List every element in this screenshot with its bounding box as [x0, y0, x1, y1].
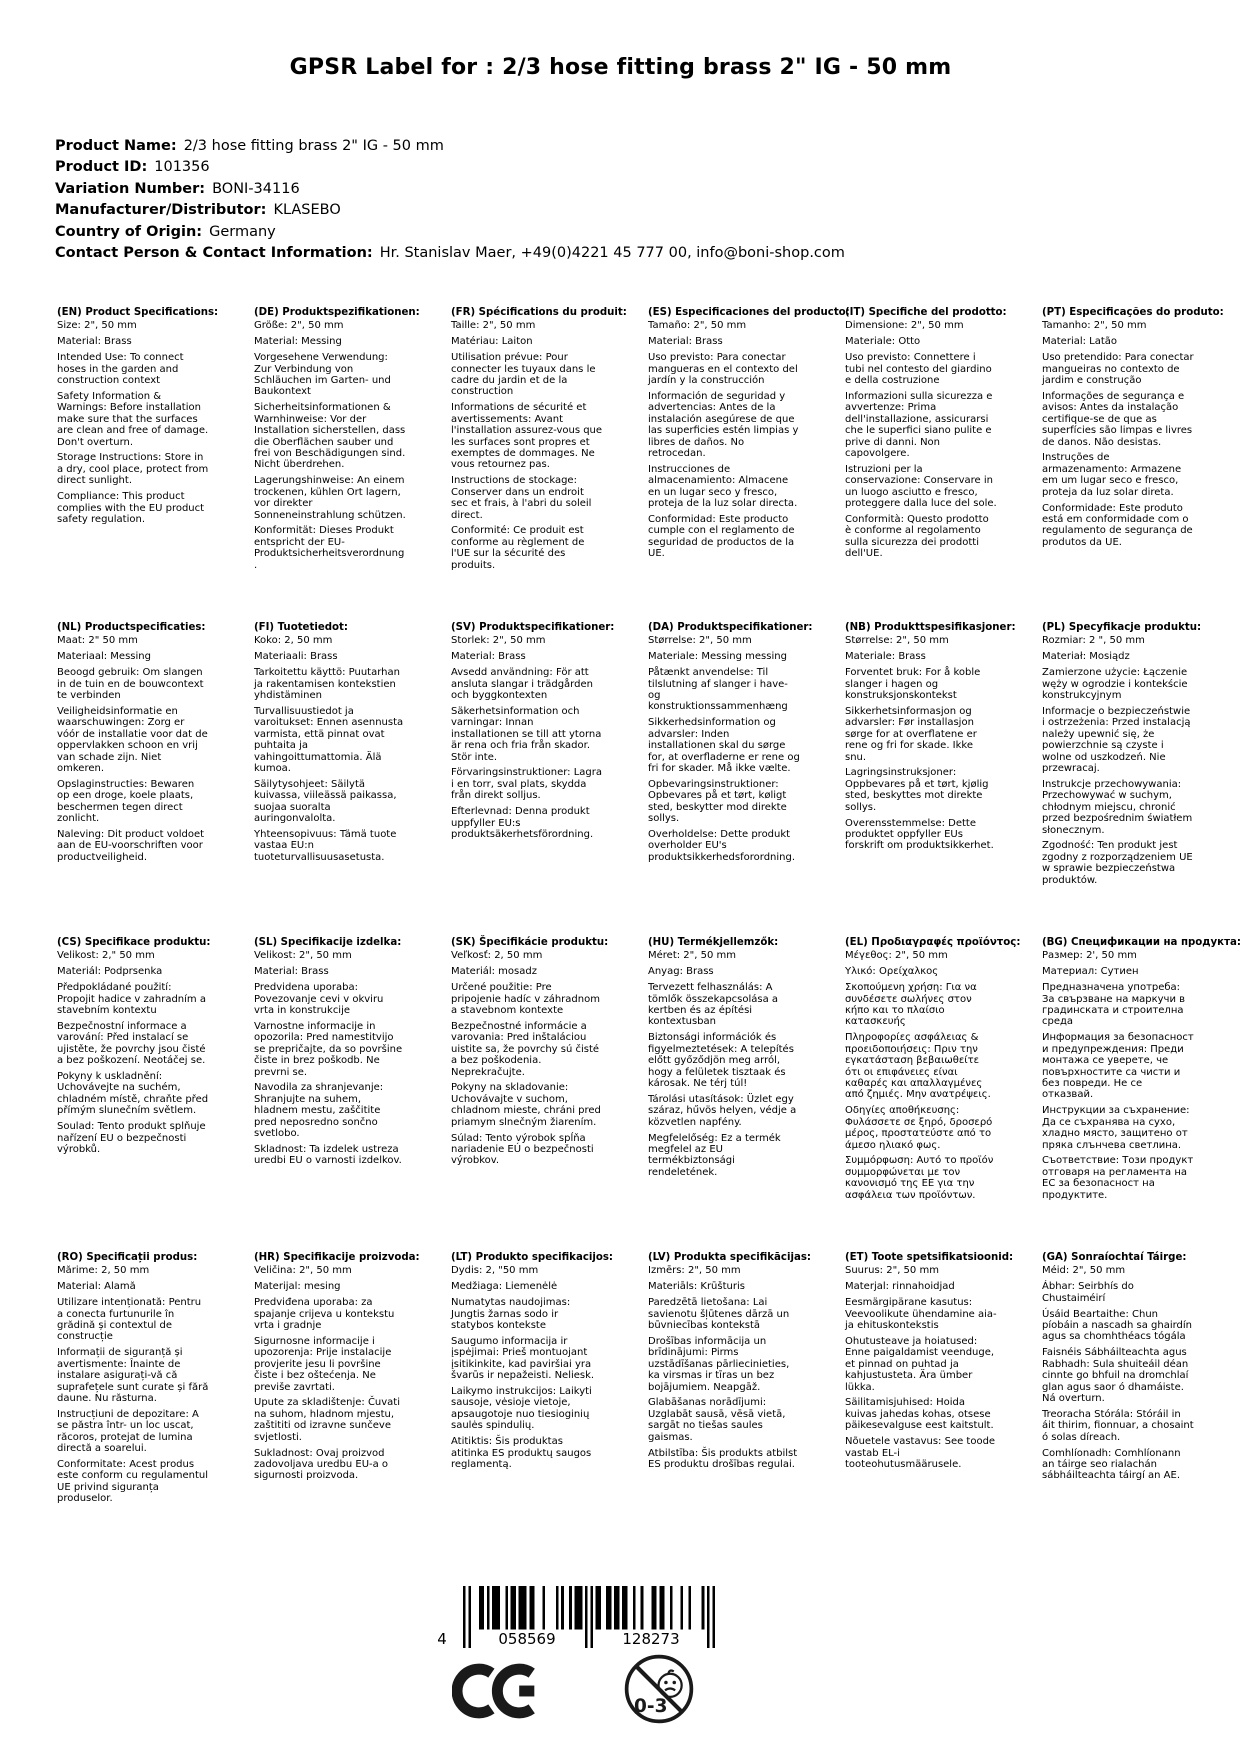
spec-paragraph: Materiál: Podprsenka — [57, 966, 163, 978]
spec-paragraph: Πληροφορίες ασφάλειας & προειδοποιήσεις: Πριν την εγκατάσταση βεβαιωθείτε ότι οι επιφάνειες είναι καθαρές και απαλλαγμένες από ζημιές. Μην ανατρέψεις. — [845, 1032, 991, 1101]
language-spec-column-da — [648, 622, 845, 937]
spec-paragraph: Atitiktis: Šis produktas atitinka ES produktų saugos reglamentą. — [451, 1436, 592, 1470]
language-spec-column-sk — [451, 937, 648, 1252]
spec-paragraph: Treoracha Stórála: Stóráil in áit thirim, fionnuar, a chosaint ó solas díreach. — [1042, 1408, 1194, 1443]
spec-paragraph: Sikkerhedsinformation og advarsler: Inden installationen skal du sørge for, at overfladerne er rene og fri for skader. Må ikke vælte. — [648, 717, 800, 774]
origin-value: Germany — [209, 223, 276, 240]
spec-paragraph: Lagerungshinweise: An einem trockenen, kühlen Ort lagern, vor direkter Sonneneinstrahlung schützen. — [254, 475, 406, 521]
spec-paragraph: Dimensione: 2", 50 mm — [845, 320, 964, 332]
spec-paragraph: Material: Brass — [648, 336, 723, 348]
language-spec-header: (FR) Spécifications du produit: — [451, 307, 627, 318]
spec-paragraph: Materiale: Messing messing — [648, 651, 787, 663]
language-spec-column-pl — [1042, 622, 1239, 937]
spec-paragraph: Numatytas naudojimas: Jungtis žarnas sodo ir statybos kontekste — [451, 1297, 571, 1332]
spec-paragraph: Úsáid Beartaithe: Chun píobáin a nascadh sa ghairdín agus sa chomhthéacs tógála — [1042, 1308, 1192, 1343]
spec-paragraph: Съответствие: Този продукт отговаря на регламента на ЕС за безопасност на продуктите. — [1042, 1155, 1194, 1201]
spec-paragraph: Materiaali: Brass — [254, 651, 338, 663]
spec-paragraph: Turvallisuustiedot ja varoitukset: Ennen asennusta varmista, että pinnat ovat puhtaita ja vahingoittumattomia. Älä kumoa. — [254, 705, 404, 774]
spec-paragraph: Instrucciones de almacenamiento: Almacene en un lugar seco y fresco, proteja de la luz solar directa. — [648, 463, 798, 510]
spec-paragraph: Určené použitie: Pre pripojenie hadíc v záhradnom a stavebnom kontexte — [451, 982, 600, 1017]
spec-paragraph: Størrelse: 2", 50 mm — [845, 635, 949, 647]
spec-paragraph: Materiale: Brass — [845, 651, 926, 663]
language-spec-header: (DA) Produktspecifikationer: — [648, 622, 813, 633]
spec-paragraph: Overholdelse: Dette produkt overholder EU's produktsikkerhedsforordning. — [648, 829, 796, 863]
spec-paragraph: Velikost: 2", 50 mm — [254, 950, 352, 962]
spec-paragraph: Vorgesehene Verwendung: Zur Verbindung von Schläuchen im Garten- und Baukontext — [254, 352, 391, 398]
spec-paragraph: Predviđena uporaba: za spajanje crijeva u kontekstu vrta i gradnje — [254, 1297, 395, 1332]
language-spec-header: (ES) Especificaciones del producto: — [648, 307, 850, 318]
spec-paragraph: Uso pretendido: Para conectar mangueiras no contexto de jardim e construção — [1042, 352, 1194, 387]
language-spec-header: (IT) Specifiche del prodotto: — [845, 307, 1007, 318]
language-spec-header: (CS) Specifikace produktu: — [57, 937, 211, 948]
spec-paragraph: Eesmärgipärane kasutus: Veevoolikute ühendamine aia- ja ehituskontekstis — [845, 1297, 997, 1332]
spec-paragraph: Bezpečnostné informácie a varovania: Pred inštaláciou uistite sa, že povrchy sú čisté a bez poškodenia. Neprekračujte. — [451, 1020, 600, 1078]
spec-paragraph: Påtænkt anvendelse: Til tilslutning af slanger i have- og konstruktionssammenhæng — [648, 667, 788, 713]
spec-paragraph: Utilisation prévue: Pour connecter les tuyaux dans le cadre du jardin et de la construction — [451, 352, 596, 398]
language-spec-header: (PL) Specyfikacje produktu: — [1042, 622, 1202, 633]
spec-paragraph: Materjal: rinnahoidjad — [845, 1281, 955, 1293]
spec-paragraph: Veličina: 2", 50 mm — [254, 1265, 352, 1277]
spec-paragraph: Uso previsto: Para conectar mangueras en el contexto del jardín y la construcción — [648, 352, 798, 387]
barcode-digits-left: 058569 — [498, 1630, 556, 1648]
variation-number-value: BONI-34116 — [212, 180, 300, 197]
language-spec-column-cs — [57, 937, 254, 1252]
language-spec-column-bg — [1042, 937, 1239, 1252]
language-spec-header: (PT) Especificações do produto: — [1042, 307, 1224, 318]
spec-paragraph: Upute za skladištenje: Čuvati na suhom, hladnom mjestu, zaštititi od izravne sunčeve svjetlosti. — [254, 1397, 401, 1443]
spec-paragraph: Veiligheidsinformatie en waarschuwingen: Zorg er vóór de installatie voor dat de oppervlakken schoon en vrij van schade zijn. Niet omkeren. — [57, 705, 208, 774]
spec-paragraph: Saugumo informacija ir įspėjimai: Prieš montuojant įsitikinkite, kad paviršiai yra švarūs ir nepažeisti. Neliesk. — [451, 1335, 595, 1382]
spec-paragraph: Veľkosť: 2, 50 mm — [451, 950, 543, 962]
language-spec-header: (SK) Špecifikácie produktu: — [451, 937, 609, 948]
spec-paragraph: Säilytysohjeet: Säilytä kuivassa, viileässä paikassa, suojaa suoralta auringonvalolta. — [254, 778, 397, 825]
spec-paragraph: Lagringsinstruksjoner: Oppbevares på et tørt, kjølig sted, beskyttes mot direkte sollys. — [845, 767, 989, 813]
contact-label: Contact Person & Contact Information: — [55, 245, 373, 262]
spec-paragraph: Υλικό: Ορείχαλκος — [845, 966, 939, 978]
spec-paragraph: Größe: 2", 50 mm — [254, 320, 344, 332]
product-id-value: 101356 — [154, 159, 210, 176]
spec-paragraph: Størrelse: 2", 50 mm — [648, 635, 752, 647]
spec-paragraph: Material: Brass — [254, 966, 329, 978]
spec-paragraph: Инструкции за съхранение: Да се съхранява на сухо, хладно място, защитено от пряка слънчева светлина. — [1042, 1105, 1190, 1151]
spec-paragraph: Pokyny k uskladnění: Uchovávejte na suchém, chladném místě, chraňte před přímým slunečním světlem. — [57, 1071, 209, 1117]
spec-paragraph: Konformität: Dieses Produkt entspricht der EU-Produktsicherheitsverordnung. — [254, 525, 405, 571]
language-spec-header: (HR) Specifikacije proizvoda: — [254, 1252, 420, 1263]
spec-paragraph: Medžiaga: Liemenėlė — [451, 1281, 558, 1293]
spec-paragraph: Tervezett felhasználás: A tömlők összekapcsolása a kertben és az építési kontextusban — [648, 982, 779, 1028]
spec-paragraph: Naleving: Dit product voldoet aan de EU-voorschriften voor productveiligheid. — [57, 829, 205, 863]
spec-paragraph: Compliance: This product complies with the EU product safety regulation. — [57, 491, 205, 525]
spec-paragraph: Pokyny na skladovanie: Uchovávajte v suchom, chladnom mieste, chráni pred priamym slnečným žiarením. — [451, 1082, 601, 1128]
spec-paragraph: Informacje o bezpieczeństwie i ostrzeżenia: Przed instalacją należy upewnić się, że powierzchnie są czyste i wolne od uszkodzeń. Nie przewracaj. — [1042, 705, 1191, 774]
spec-paragraph: Paredzētā lietošana: Lai savienotu šļūtenes dārzā un būvniecības kontekstā — [648, 1297, 790, 1332]
language-spec-column-lv — [648, 1252, 845, 1567]
language-spec-column-es — [648, 307, 850, 622]
spec-paragraph: Suurus: 2", 50 mm — [845, 1265, 939, 1277]
language-spec-column-fi — [254, 622, 451, 937]
language-specs-grid — [57, 307, 1239, 1567]
spec-paragraph: Sicherheitsinformationen & Warnhinweise: Vor der Installation sicherstellen, dass die Oberflächen sauber und frei von Beschädigungen sind. Nicht überdrehen. — [254, 402, 406, 471]
language-spec-header: (ET) Toote spetsifikatsioonid: — [845, 1252, 1014, 1263]
spec-paragraph: Skladnost: Ta izdelek ustreza uredbi EU o varnosti izdelkov. — [254, 1144, 402, 1167]
language-spec-column-en — [57, 307, 254, 622]
language-spec-column-el — [845, 937, 1042, 1252]
language-spec-header: (RO) Specificații produs: — [57, 1252, 198, 1263]
age-warning-label: 0-3 — [634, 1696, 668, 1718]
origin-row — [55, 222, 845, 243]
spec-paragraph: Rozmiar: 2 ", 50 mm — [1042, 635, 1145, 647]
spec-paragraph: Biztonsági információk és figyelmeztetések: A telepítés előtt győződjön meg arról, hogy a felületek tisztaak és károsak. Ne térj túl! — [648, 1032, 794, 1089]
spec-paragraph: Förvaringsinstruktioner: Lagra i en torr, sval plats, skydda från direkt solljus. — [451, 767, 603, 802]
contact-value: Hr. Stanislav Maer, +49(0)4221 45 777 00, info@boni-shop.com — [379, 245, 845, 262]
spec-paragraph: Tárolási utasítások: Üzlet egy száraz, hűvös helyen, védje a közvetlen napfény. — [648, 1093, 797, 1128]
spec-paragraph: Faisnéis Sábháilteachta agus Rabhadh: Sula shuiteáil déan cinnte go bhfuil na dromchlaí glan agus saor ó dhamáiste. Ná overturn. — [1042, 1347, 1189, 1404]
spec-paragraph: Conformidad: Este producto cumple con el reglamento de seguridad de productos de la UE. — [648, 514, 795, 560]
spec-paragraph: Forventet bruk: For å koble slanger i hagen og konstruksjonskontekst — [845, 667, 981, 702]
product-id-row — [55, 157, 845, 178]
spec-paragraph: Ábhar: Seirbhís do Chustaiméirí — [1042, 1281, 1134, 1304]
ce-mark-icon — [452, 1660, 536, 1722]
variation-number-label: Variation Number: — [55, 180, 206, 197]
spec-paragraph: Material: Brass — [57, 336, 132, 348]
language-spec-column-pt — [1042, 307, 1239, 622]
spec-paragraph: Zamierzone użycie: Łączenie węży w ogrodzie i kontekście konstrukcyjnym — [1042, 667, 1188, 702]
spec-paragraph: Μέγεθος: 2", 50 mm — [845, 950, 948, 962]
language-spec-header: (GA) Sonraíochtaí Táirge: — [1042, 1252, 1187, 1263]
spec-paragraph: Yhteensopivuus: Tämä tuote vastaa EU:n tuoteturvallisuusasetusta. — [254, 829, 397, 863]
spec-paragraph: Mărime: 2, 50 mm — [57, 1265, 150, 1277]
language-spec-column-hu — [648, 937, 845, 1252]
spec-paragraph: Tarkoitettu käyttö: Puutarhan ja rakentamisen kontekstien yhdistäminen — [254, 667, 400, 702]
spec-paragraph: Materijal: mesing — [254, 1281, 341, 1293]
spec-paragraph: Instruções de armazenamento: Armazene em um lugar seco e fresco, proteja da luz solar direta. — [1042, 452, 1182, 498]
spec-paragraph: Koko: 2, 50 mm — [254, 635, 333, 647]
origin-label: Country of Origin: — [55, 223, 203, 240]
language-spec-header: (NL) Productspecificaties: — [57, 622, 206, 633]
manufacturer-row — [55, 200, 845, 221]
spec-paragraph: Informations de sécurité et avertissements: Avant l'installation assurez-vous que les surfaces sont propres et exemptes de dommages. Ne vous retournez pas. — [451, 402, 603, 471]
spec-paragraph: Storage Instructions: Store in a dry, cool place, protect from direct sunlight. — [57, 452, 209, 487]
spec-paragraph: Varnostne informacije in opozorila: Pred namestitvijo se prepričajte, da so površine čiste in brez poškodb. Ne prevrni se. — [254, 1020, 403, 1078]
spec-paragraph: Sikkerhetsinformasjon og advarsler: Før installasjon sørge for at overflatene er rene og fri for skade. Ikke snu. — [845, 705, 977, 763]
spec-paragraph: Drošības informācija un brīdinājumi: Pirms uzstādīšanas pārliecinieties, ka virsmas ir tīras un bez bojājumiem. Neapgāž. — [648, 1335, 790, 1393]
spec-paragraph: Atbilstība: Šis produkts atbilst ES produktu drošības regulai. — [648, 1447, 798, 1470]
product-name-row — [55, 136, 845, 157]
contact-row — [55, 243, 845, 264]
spec-paragraph: Informații de siguranță și avertismente: Înainte de instalare asigurați-vă că suprafețele sunt curate și fără daune. Nu răsturna. — [57, 1347, 209, 1404]
language-spec-header: (SV) Produktspecifikationer: — [451, 622, 615, 633]
spec-paragraph: Материал: Сутиен — [1042, 966, 1139, 978]
language-spec-header: (SL) Specifikacije izdelka: — [254, 937, 402, 948]
spec-paragraph: Soulad: Tento produkt splňuje nařízení EU o bezpečnosti výrobků. — [57, 1121, 206, 1155]
spec-paragraph: Opbevaringsinstruktioner: Opbevares på et tørt, køligt sted, beskytter mod direkte sollys. — [648, 778, 787, 825]
spec-paragraph: Materiāls: Krūšturis — [648, 1281, 745, 1293]
language-spec-column-ga — [1042, 1252, 1239, 1567]
language-spec-column-nb — [845, 622, 1042, 937]
spec-paragraph: Tamanho: 2", 50 mm — [1042, 320, 1147, 332]
spec-paragraph: Safety Information & Warnings: Before installation make sure that the surfaces are clean and free of damage. Don't overturn. — [57, 390, 209, 448]
spec-paragraph: Predvidena uporaba: Povezovanje cevi v okviru vrta in konstrukcije — [254, 982, 384, 1017]
spec-paragraph: Sigurnosne informacije i upozorenja: Prije instalacije provjerite jesu li površine čiste i bez oštećenja. Ne previše zavrtati. — [254, 1335, 392, 1393]
language-spec-column-de — [254, 307, 451, 622]
language-spec-column-lt — [451, 1252, 648, 1567]
spec-paragraph: Bezpečnostní informace a varování: Před instalací se ujistěte, že povrchy jsou čisté a bez poškození. Neotáčej se. — [57, 1020, 206, 1067]
spec-paragraph: Utilizare intenționată: Pentru a conecta furtunurile în grădină și contextul de construcție — [57, 1297, 202, 1343]
spec-paragraph: Material: Brass — [451, 651, 526, 663]
spec-paragraph: Materiaal: Messing — [57, 651, 151, 663]
spec-paragraph: Materiale: Otto — [845, 336, 921, 348]
spec-paragraph: Maat: 2" 50 mm — [57, 635, 138, 647]
spec-paragraph: Sukladnost: Ovaj proizvod zadovoljava uredbu EU-a o sigurnosti proizvoda. — [254, 1447, 389, 1482]
language-spec-column-ro — [57, 1252, 254, 1567]
language-spec-header: (NB) Produkttspesifikasjoner: — [845, 622, 1016, 633]
spec-paragraph: Instructions de stockage: Conserver dans un endroit sec et frais, à l'abri du soleil direct. — [451, 475, 592, 521]
language-spec-header: (EL) Προδιαγραφές προϊόντος: — [845, 937, 1021, 948]
spec-paragraph: Istruzioni per la conservazione: Conservare in un luogo asciutto e fresco, proteggere dalla luce del sole. — [845, 463, 997, 510]
spec-paragraph: Zgodność: Ten produkt jest zgodny z rozporządzeniem UE w sprawie bezpieczeństwa produktów. — [1042, 840, 1193, 886]
spec-paragraph: Informazioni sulla sicurezza e avvertenze: Prima dell'installazione, assicurarsi che le superfici siano pulite e prive di danni. Non capovolgere. — [845, 390, 993, 459]
spec-paragraph: Material: Messing — [254, 336, 342, 348]
spec-paragraph: Avsedd användning: För att ansluta slangar i trädgården och byggkontexten — [451, 667, 593, 702]
spec-paragraph: Taille: 2", 50 mm — [451, 320, 536, 332]
barcode-digits-right: 128273 — [622, 1630, 680, 1648]
language-spec-header: (FI) Tuotetiedot: — [254, 622, 348, 633]
spec-paragraph: Conformidade: Este produto está em conformidade com o regulamento de segurança de produtos da UE. — [1042, 502, 1193, 548]
language-spec-header: (LT) Produkto specifikacijos: — [451, 1252, 613, 1263]
spec-paragraph: Tamaño: 2", 50 mm — [648, 320, 747, 332]
ean-barcode — [428, 1586, 728, 1650]
language-spec-header: (EN) Product Specifications: — [57, 307, 219, 318]
language-spec-header: (DE) Produktspezifikationen: — [254, 307, 420, 318]
spec-paragraph: Předpokládané použití: Propojit hadice v zahradním a stavebním kontextu — [57, 982, 206, 1017]
spec-paragraph: Glabāšanas norādījumi: Uzglabāt sausā, vēsā vietā, sargāt no tiešas saules gaismas. — [648, 1397, 786, 1443]
spec-paragraph: Material: Latão — [1042, 336, 1118, 348]
spec-paragraph: Conformité: Ce produit est conforme au règlement de l'UE sur la sécurité des produits. — [451, 525, 585, 571]
language-spec-column-hr — [254, 1252, 451, 1567]
language-spec-column-nl — [57, 622, 254, 937]
spec-paragraph: Información de seguridad y advertencias: Antes de la instalación asegúrese de que las superficies estén limpias y libres de daños. No retrocedan. — [648, 390, 799, 459]
product-id-label: Product ID: — [55, 159, 148, 176]
product-name-label: Product Name: — [55, 138, 177, 154]
barcode-digit-first: 4 — [437, 1630, 447, 1648]
spec-paragraph: Conformità: Questo prodotto è conforme al regolamento sulla sicurezza dei prodotti dell'UE. — [845, 514, 989, 560]
spec-paragraph: Συμμόρφωση: Αυτό το προϊόν συμμορφώνεται με τον κανονισμό της ΕΕ για την ασφάλεια των προϊόντων. — [845, 1155, 994, 1201]
language-spec-column-sl — [254, 937, 451, 1252]
spec-paragraph: Anyag: Brass — [648, 966, 714, 978]
spec-paragraph: Matériau: Laiton — [451, 336, 533, 348]
page-title: GPSR Label for : 2/3 hose fitting brass 2" IG - 50 mm — [289, 55, 952, 80]
spec-paragraph: Opslaginstructies: Bewaren op een droge, koele plaats, beschermen tegen direct zonlicht. — [57, 778, 195, 825]
spec-paragraph: Nõuetele vastavus: See toode vastab EL-i tooteohutusmäärusele. — [845, 1436, 996, 1470]
spec-paragraph: Megfelelőség: Ez a termék megfelel az EU termékbiztonsági rendeletének. — [648, 1132, 781, 1178]
spec-paragraph: Comhlíonadh: Comhlíonann an táirge seo rialachán sábháilteachta táirgí an AE. — [1042, 1447, 1181, 1482]
product-info-block — [55, 136, 845, 264]
spec-paragraph: Предназначена употреба: За свързване на маркучи в градинската и строителна среда — [1042, 982, 1186, 1028]
language-spec-column-fr — [451, 307, 648, 622]
spec-paragraph: Navodila za shranjevanje: Shranjujte na suhem, hladnem mestu, zaščitite pred neposredno sončno svetlobo. — [254, 1082, 384, 1140]
spec-paragraph: Uso previsto: Connettere i tubi nel contesto del giardino e della costruzione — [845, 352, 992, 387]
spec-paragraph: Efterlevnad: Denna produkt uppfyller EU:s produktsäkerhetsförordning. — [451, 806, 594, 840]
spec-paragraph: Méret: 2", 50 mm — [648, 950, 736, 962]
language-spec-header: (LV) Produkta specifikācijas: — [648, 1252, 811, 1263]
spec-paragraph: Méid: 2", 50 mm — [1042, 1265, 1126, 1277]
language-spec-column-sv — [451, 622, 648, 937]
spec-paragraph: Dydis: 2, "50 mm — [451, 1265, 539, 1277]
spec-paragraph: Materiál: mosadz — [451, 966, 537, 978]
language-spec-header: (HU) Termékjellemzők: — [648, 937, 779, 948]
spec-paragraph: Beoogd gebruik: Om slangen in de tuin en de bouwcontext te verbinden — [57, 667, 204, 702]
spec-paragraph: Säilitamisjuhised: Hoida kuivas jahedas kohas, otsese päikesevalguse eest kaitstult. — [845, 1397, 994, 1432]
spec-paragraph: Conformitate: Acest produs este conform cu regulamentul UE privind siguranța produselor. — [57, 1459, 208, 1505]
spec-paragraph: Intended Use: To connect hoses in the garden and construction context — [57, 352, 184, 387]
spec-paragraph: Material: Alamă — [57, 1281, 136, 1293]
spec-paragraph: Οδηγίες αποθήκευσης: Φυλάσσετε σε ξηρό, δροσερό μέρος, προστατεύστε από το άμεσο ηλιακό φως. — [845, 1105, 993, 1151]
language-spec-column-et — [845, 1252, 1042, 1567]
variation-number-row — [55, 179, 845, 200]
spec-paragraph: Laikymo instrukcijos: Laikyti sausoje, vėsioje vietoje, apsaugotoje nuo tiesioginių saulės spindulių. — [451, 1386, 592, 1432]
spec-paragraph: Overensstemmelse: Dette produktet oppfyller EUs forskrift om produktsikkerhet. — [845, 817, 994, 852]
spec-paragraph: Säkerhetsinformation och varningar: Innan installationen se till att ytorna är rena och fria från skador. Stör inte. — [451, 705, 602, 763]
spec-paragraph: Velikost: 2," 50 mm — [57, 950, 155, 962]
spec-paragraph: Ohutusteave ja hoiatused: Enne paigaldamist veenduge, et pinnad on puhtad ja kahjustusteta. Ära ümber lükka. — [845, 1335, 995, 1393]
spec-paragraph: Размер: 2', 50 mm — [1042, 950, 1137, 962]
spec-paragraph: Izmērs: 2", 50 mm — [648, 1265, 741, 1277]
spec-paragraph: Storlek: 2", 50 mm — [451, 635, 546, 647]
spec-paragraph: Instrucțiuni de depozitare: A se păstra într- un loc uscat, răcoros, protejat de lumina directă a soarelui. — [57, 1408, 199, 1455]
spec-paragraph: Materiał: Mosiądz — [1042, 651, 1130, 663]
spec-paragraph: Информация за безопасност и предупреждения: Преди монтажа се уверете, че повърхностите са чисти и без повреди. Не се отказвай. — [1042, 1032, 1194, 1101]
language-spec-header: (BG) Спецификации на продукта: — [1042, 937, 1241, 948]
spec-paragraph: Instrukcje przechowywania: Przechowywać w suchym, chłodnym miejscu, chronić przed bezpośrednim światłem słonecznym. — [1042, 778, 1193, 836]
spec-paragraph: Σκοπούμενη χρήση: Για να συνδέσετε σωλήνες στον κήπο και το πλαίσιο κατασκευής — [845, 982, 977, 1028]
spec-paragraph: Súlad: Tento výrobok spĺňa nariadenie EÚ o bezpečnosti výrobkov. — [451, 1132, 594, 1167]
manufacturer-value: KLASEBO — [273, 202, 341, 219]
spec-paragraph: Size: 2", 50 mm — [57, 320, 137, 332]
spec-paragraph: Informações de segurança e avisos: Antes da instalação certifique-se de que as superfícies são limpas e livres de danos. Não desistas. — [1042, 390, 1193, 448]
manufacturer-label: Manufacturer/Distributor: — [55, 202, 267, 219]
language-spec-column-it — [845, 307, 1042, 622]
product-name-value: 2/3 hose fitting brass 2" IG - 50 mm — [183, 138, 444, 154]
age-warning-0-3-icon — [622, 1650, 696, 1728]
